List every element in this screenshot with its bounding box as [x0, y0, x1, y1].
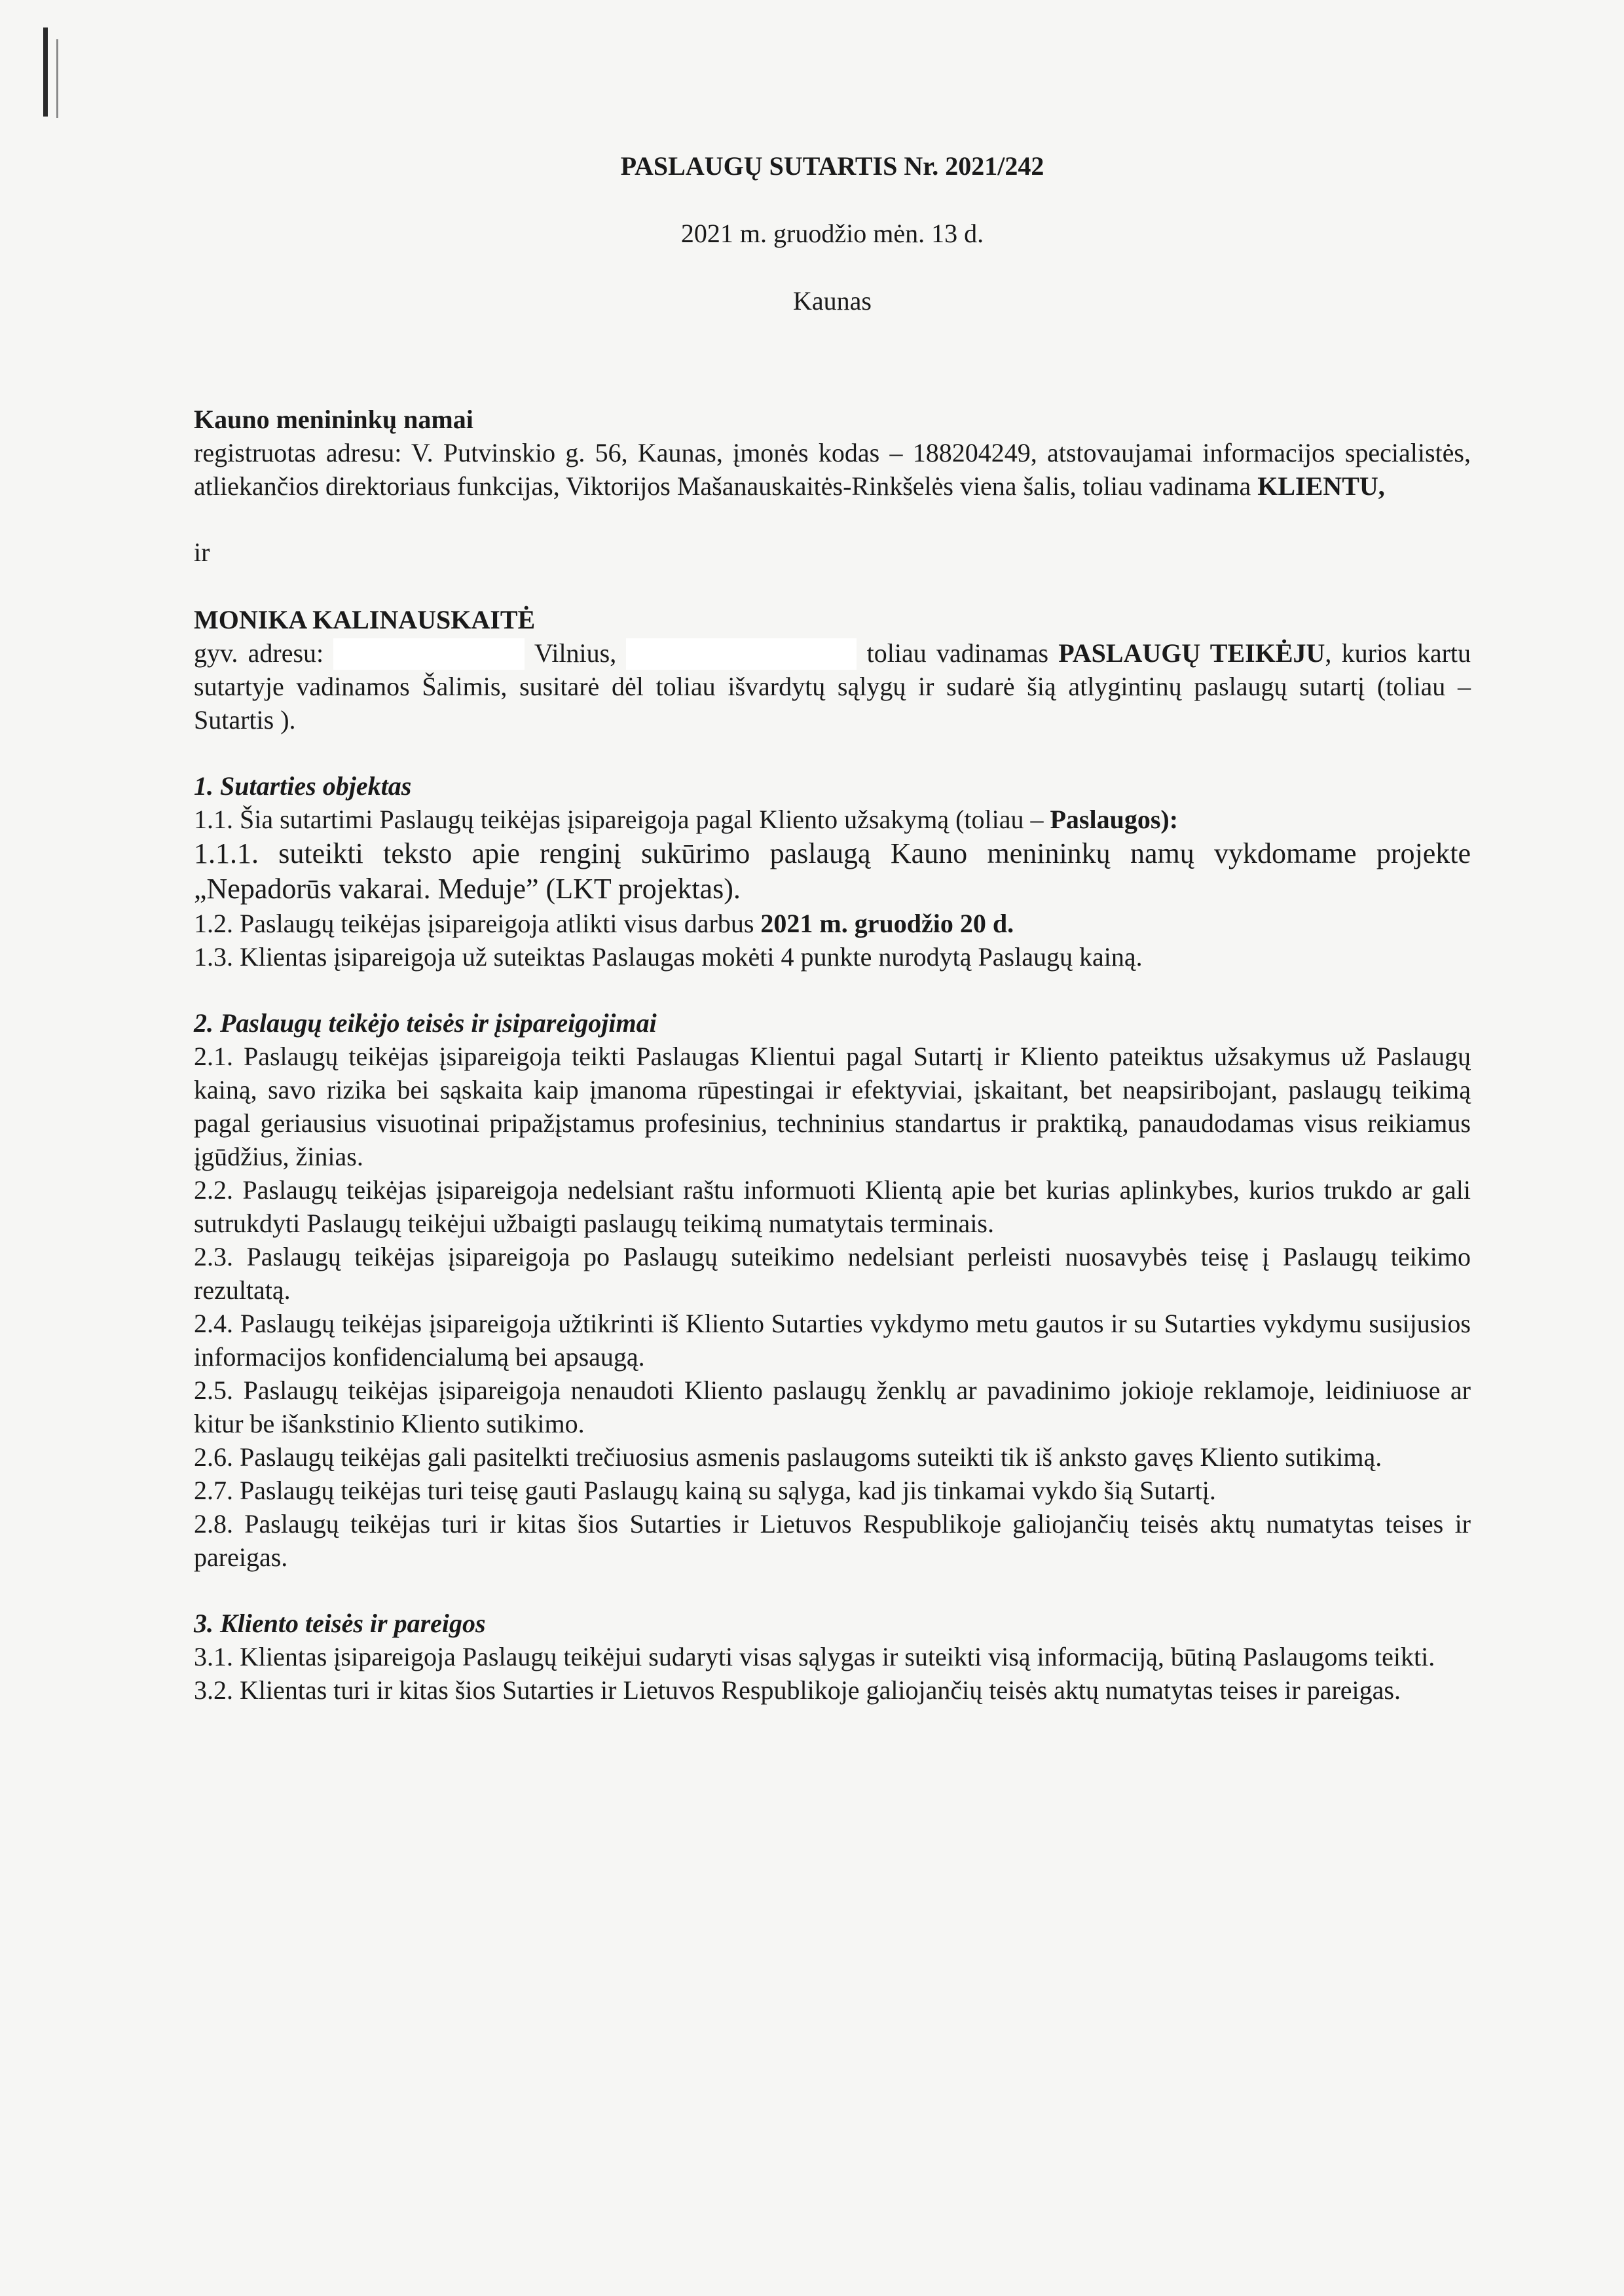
section-1 [194, 769, 1471, 974]
clause-1-1-1: 1.1.1. suteikti teksto apie renginį sukūrimo paslaugą Kauno menininkų namų vykdomame projekte „Nepadorūs vakarai. Meduje” (LKT projektas). [194, 837, 1471, 905]
clause-text: 1.1. Šia sutartimi Paslaugų teikėjas įsipareigoja pagal Kliento užsakymą (toliau – [194, 805, 1050, 834]
clause-2-7: 2.7. Paslaugų teikėjas turi teisę gauti Paslaugų kainą su sąlyga, kad jis tinkamai vykdo šią Sutartį. [194, 1476, 1216, 1505]
provider-rest: , kurios kartu sutartyje vadinamos Šalimis, susitarė dėl toliau išvardytų sąlygų ir sudarė šią atlygintinų paslaugų sutartį (toliau – Sutartis ). [194, 638, 1471, 735]
clause-bold: Paslaugos): [1050, 805, 1179, 834]
section-2 [194, 1006, 1471, 1574]
clause-2-5: 2.5. Paslaugų teikėjas įsipareigoja nenaudoti Kliento paslaugų ženklų ar pavadinimo jokioje reklamoje, leidiniuose ar kitur be išankstinio Kliento sutikimo. [194, 1376, 1471, 1438]
provider-role: PASLAUGŲ TEIKĖJU [1058, 638, 1325, 668]
conjunction: ir [194, 538, 210, 567]
provider-city: Vilnius, [534, 638, 617, 668]
clause-2-1: 2.1. Paslaugų teikėjas įsipareigoja teikti Paslaugas Klientui pagal Sutartį ir Kliento pateiktus užsakymus už Paslaugų kainą, savo rizika bei sąskaita kaip įmanoma rūpestingai ir efektyviai, įskaitant, bet neapsiribojant, paslaugų teikimą pagal geriausius visuotinai pripažįstamus profesinius, techninius standartus ir praktiką, panaudodamas visus reikiamus įgūdžius, žinias. [194, 1042, 1471, 1171]
clause-2-3: 2.3. Paslaugų teikėjas įsipareigoja po Paslaugų suteikimo nedelsiant perleisti nuosavybės teisę į Paslaugų teikimo rezultatą. [194, 1242, 1471, 1305]
scan-mark-faint [56, 39, 58, 118]
clause-deadline: 2021 m. gruodžio 20 d. [760, 909, 1014, 938]
section-title: 2. Paslaugų teikėjo teisės ir įsipareigojimai [194, 1008, 657, 1038]
client-description [194, 436, 1471, 503]
provider-name: MONIKA KALINAUSKAITĖ [194, 605, 536, 634]
clause-text: 1.2. Paslaugų teikėjas įsipareigoja atlikti visus darbus [194, 909, 761, 938]
clause-2-4: 2.4. Paslaugų teikėjas įsipareigoja užtikrinti iš Kliento Sutarties vykdymo metu gautos ir su Sutarties vykdymu susijusios informacijos konfidencialumą bei apsaugą. [194, 1309, 1471, 1372]
clause-3-1: 3.1. Klientas įsipareigoja Paslaugų teikėjui sudaryti visas sąlygas ir suteikti visą informaciją, būtiną Paslaugoms teikti. [194, 1642, 1435, 1671]
redacted-personal-code [626, 638, 857, 670]
scan-mark [43, 27, 48, 117]
clause-1-3: 1.3. Klientas įsipareigoja už suteiktas Paslaugas mokėti 4 punkte nurodytą Paslaugų kainą. [194, 942, 1143, 972]
section-3 [194, 1607, 1471, 1707]
clause-2-2: 2.2. Paslaugų teikėjas įsipareigoja nedelsiant raštu informuoti Klientą apie bet kurias aplinkybes, kurios trukdo ar gali sutrukdyti Paslaugų teikėjui užbaigti paslaugų teikimą numatytais terminais. [194, 1175, 1471, 1238]
provider-description [194, 636, 1471, 737]
clause-3-2: 3.2. Klientas turi ir kitas šios Sutarties ir Lietuvos Respublikoje galiojančių teisės aktų numatytas teises ir pareigas. [194, 1675, 1401, 1705]
provider-address-label: gyv. adresu: [194, 638, 324, 668]
clause-2-6: 2.6. Paslaugų teikėjas gali pasitelkti trečiuosius asmenis paslaugoms suteikti tik iš anksto gavęs Kliento sutikimą. [194, 1442, 1382, 1472]
provider-called: toliau vadinamas [866, 638, 1059, 668]
client-desc-text: registruotas adresu: V. Putvinskio g. 56, Kaunas, įmonės kodas – 188204249, atstovaujamai informacijos specialistės, atliekančios direktoriaus funkcijas, Viktorijos Mašanauskaitės-Rinkšelės viena šalis, toliau vadinama [194, 438, 1471, 501]
clause-1-1 [194, 803, 1471, 836]
contract-body [194, 149, 1471, 1707]
client-name: Kauno menininkų namai [194, 405, 473, 434]
client-role: KLIENTU, [1257, 471, 1385, 501]
section-title: 3. Kliento teisės ir pareigos [194, 1609, 486, 1638]
contract-city: Kaunas [793, 286, 872, 316]
clause-2-8: 2.8. Paslaugų teikėjas turi ir kitas šios Sutarties ir Lietuvos Respublikoje galiojančių teisės aktų numatytas teises ir pareigas. [194, 1509, 1471, 1572]
contract-title: PASLAUGŲ SUTARTIS Nr. 2021/242 [620, 151, 1044, 181]
redacted-address [333, 638, 525, 670]
clause-1-2 [194, 907, 1471, 940]
contract-date: 2021 m. gruodžio mėn. 13 d. [680, 219, 984, 248]
section-title: 1. Sutarties objektas [194, 771, 412, 801]
